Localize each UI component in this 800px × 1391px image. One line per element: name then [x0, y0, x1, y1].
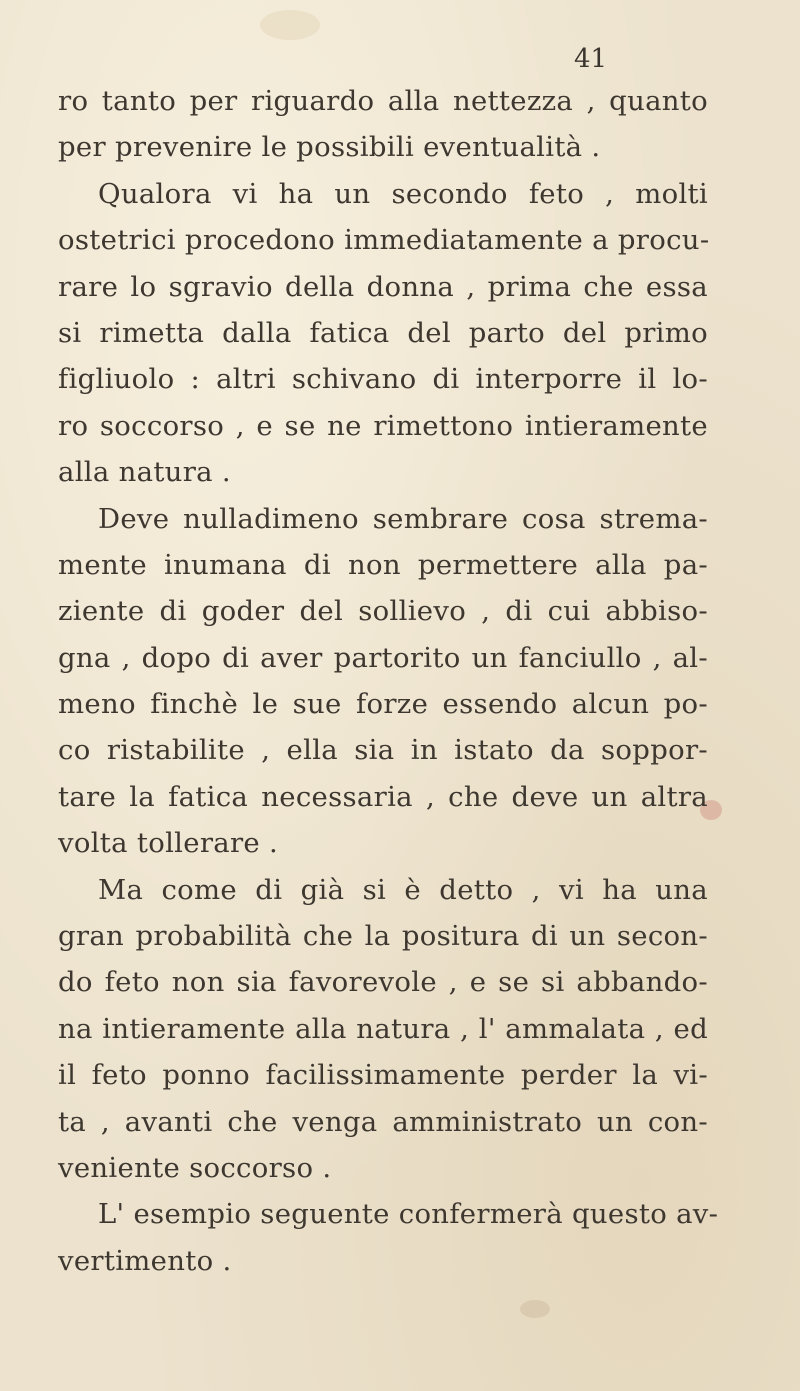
text-line: co ristabilite , ella sia in istato da soppor-	[58, 734, 708, 767]
text-line: L' esempio seguente confermerà questo av-	[98, 1198, 719, 1231]
paragraph	[58, 1191, 719, 1284]
text-line: ro soccorso , e se ne rimettono intieramente	[58, 409, 708, 442]
text-line: na intieramente alla natura , l' ammalata , ed	[58, 1012, 708, 1045]
text-line: vertimento .	[58, 1244, 232, 1277]
paragraph	[58, 171, 708, 496]
text-line: ta , avanti che venga amministrato un con-	[58, 1105, 708, 1138]
text-line: gran probabilità che la positura di un secon-	[58, 920, 708, 953]
text-line: veniente soccorso .	[58, 1151, 332, 1184]
text-line: tare la fatica necessaria , che deve un altra	[58, 780, 708, 813]
paper-stain	[260, 10, 320, 40]
text-line: alla natura .	[58, 456, 231, 489]
text-line: rare lo sgravio della donna , prima che essa	[58, 270, 708, 303]
text-line: volta tollerare .	[58, 827, 279, 860]
text-line: Ma come di già si è detto , vi ha una	[98, 873, 708, 906]
text-line: mente inumana di non permettere alla pa-	[58, 548, 708, 581]
page-number: 41	[574, 44, 608, 74]
text-line: do feto non sia favorevole , e se si abbando-	[58, 966, 708, 999]
text-line: ostetrici procedono immediatamente a procu-	[58, 224, 710, 257]
paragraph	[58, 496, 708, 867]
paragraph	[58, 78, 708, 171]
paper-stain	[520, 1300, 550, 1318]
text-line: si rimetta dalla fatica del parto del primo	[58, 316, 708, 349]
text-line: il feto ponno facilissimamente perder la vi-	[58, 1059, 708, 1092]
paragraph	[58, 867, 708, 1192]
body-text	[58, 78, 719, 1284]
text-line: Qualora vi ha un secondo feto , molti	[98, 177, 708, 210]
text-line: meno finchè le sue forze essendo alcun po-	[58, 688, 708, 721]
text-line: ro tanto per riguardo alla nettezza , quanto	[58, 85, 708, 117]
text-line: ziente di goder del sollievo , di cui abbiso-	[58, 595, 708, 628]
text-line: figliuolo : altri schivano di interporre il lo-	[58, 363, 708, 396]
text-line: gna , dopo di aver partorito un fanciullo , al-	[58, 641, 708, 674]
text-line: Deve nulladimeno sembrare cosa strema-	[98, 502, 708, 535]
text-line: per prevenire le possibili eventualità .	[58, 131, 601, 164]
